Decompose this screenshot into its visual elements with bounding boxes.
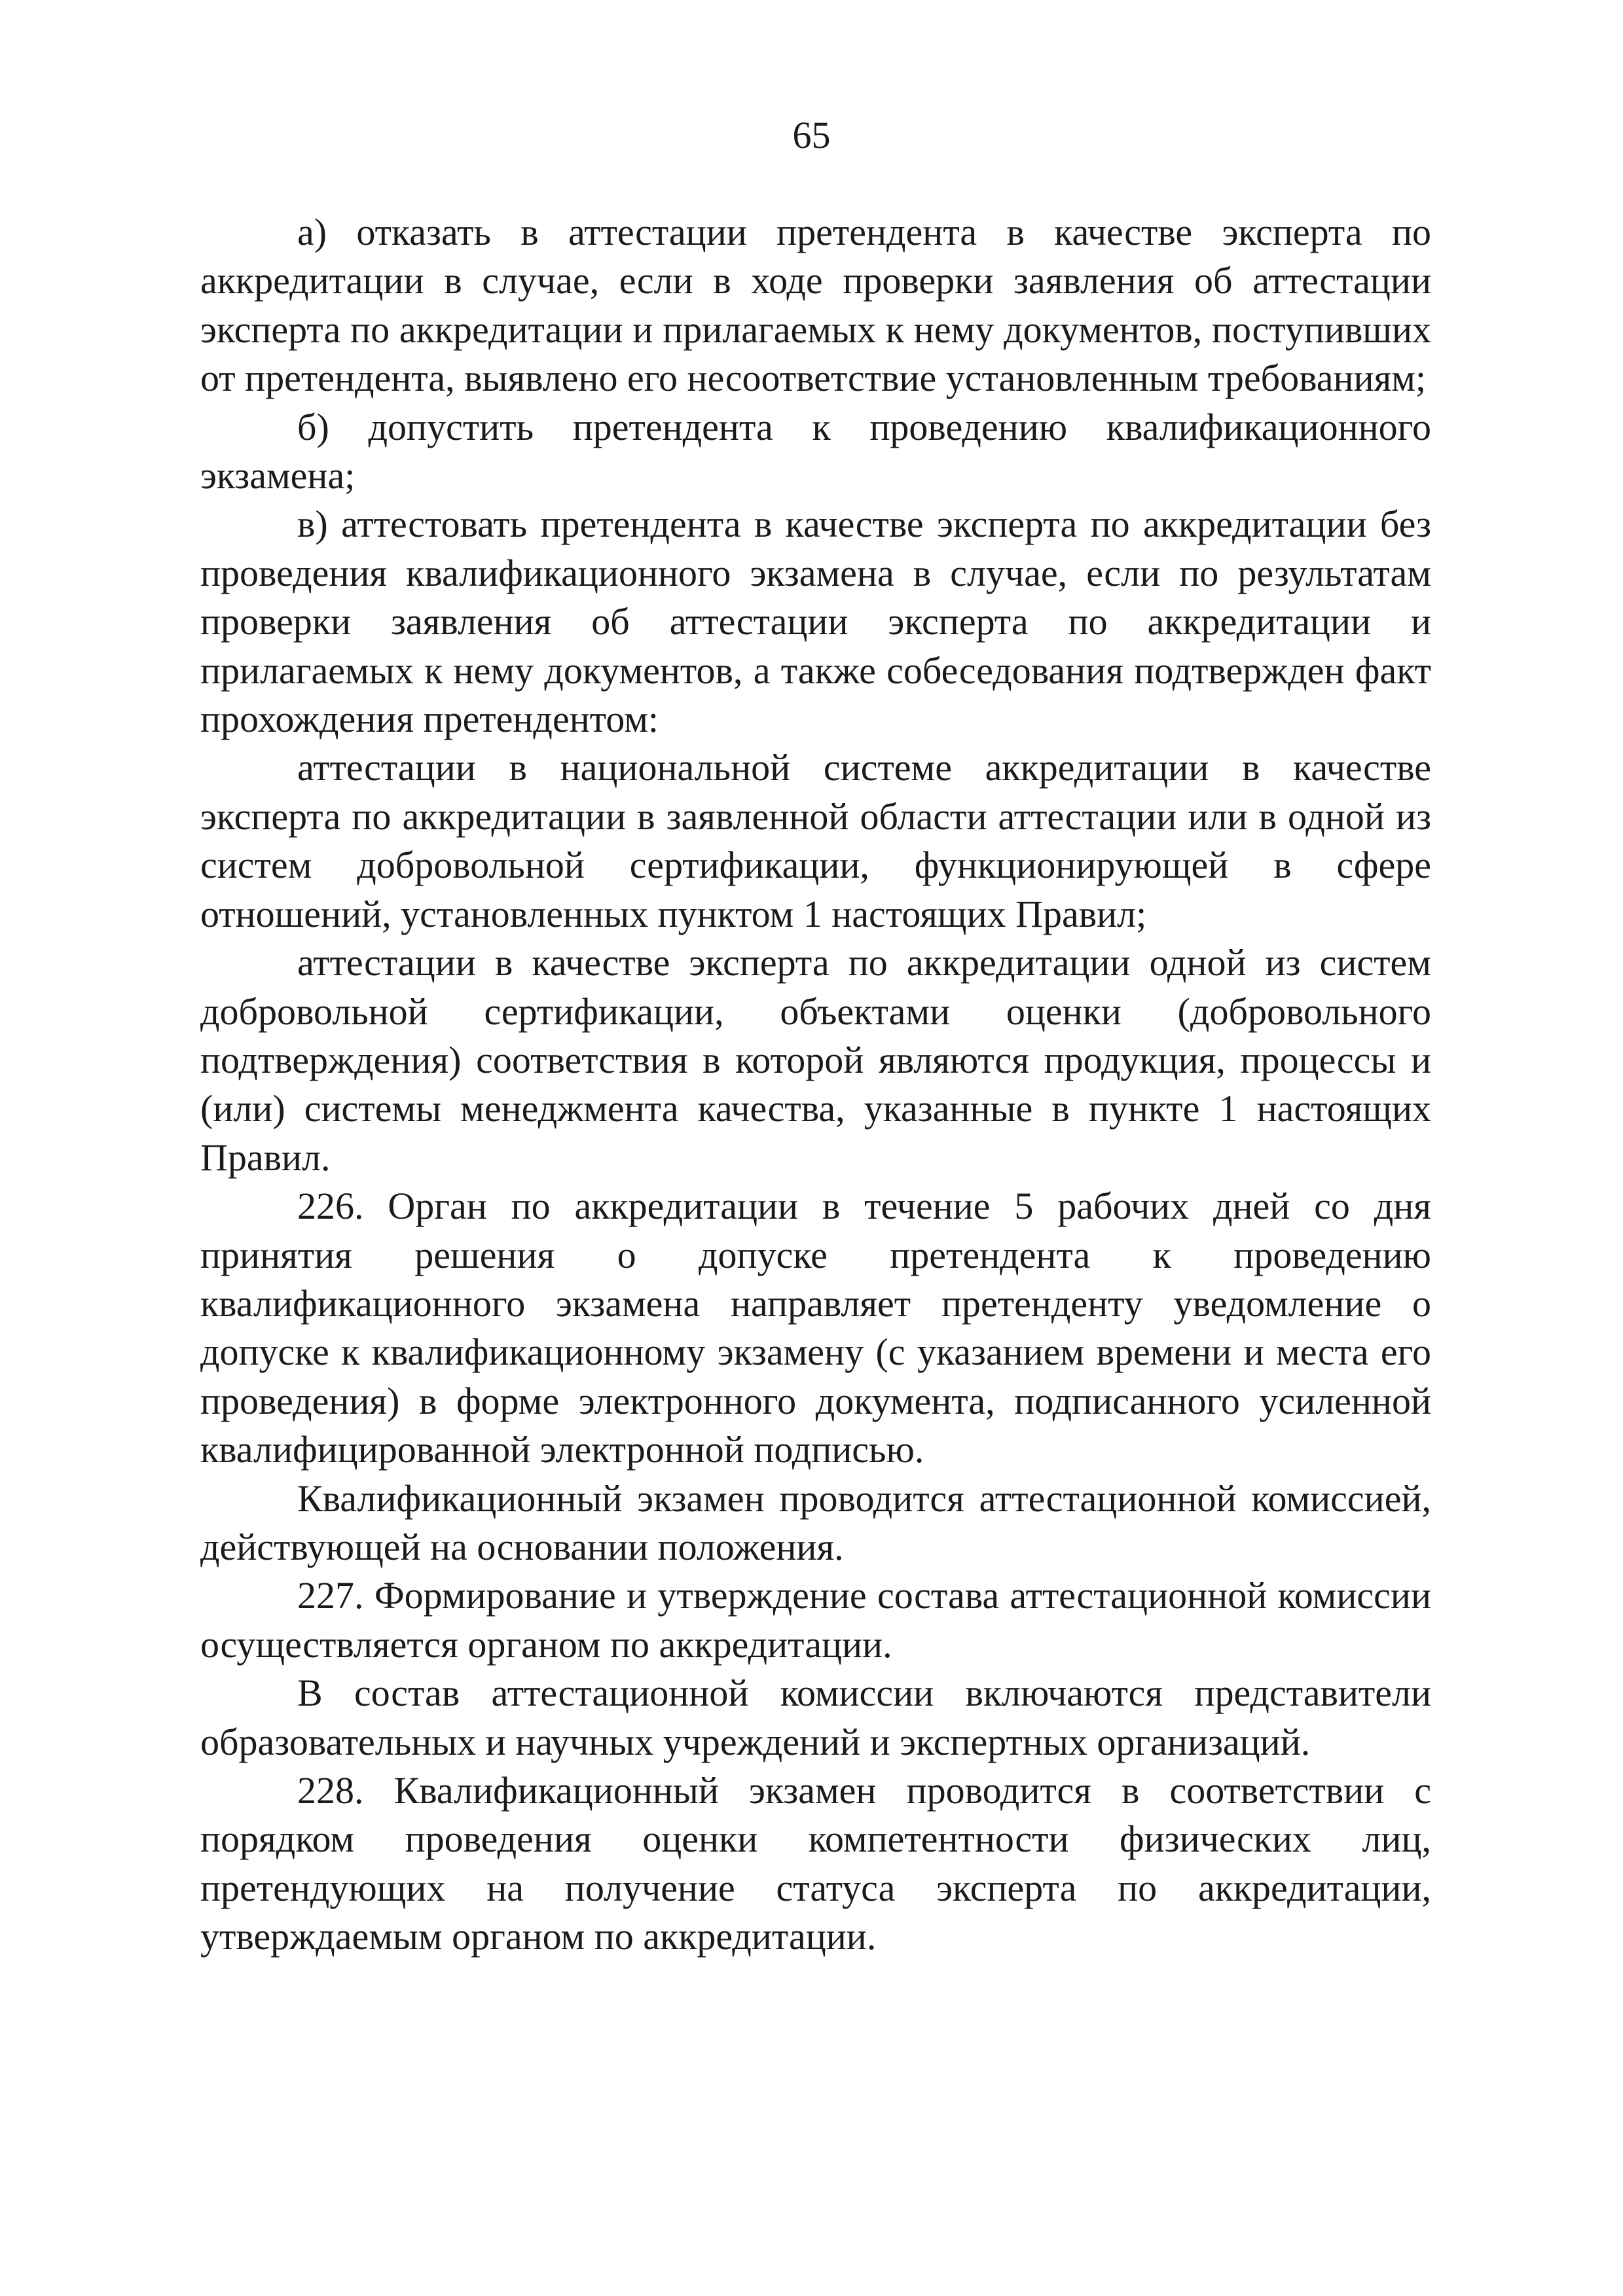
paragraph-a-refuse: а) отказать в аттестации претендента в качестве эксперта по аккредитации в случае, если в ходе проверки заявления об аттестации эксперта по аккредитации и прилагаемых к нему документов, поступивших от претендента, выявлено его несоответствие установленным требованиям; [200, 211, 1431, 400]
document-body [200, 208, 1431, 1962]
paragraph-voluntary-system: аттестации в качестве эксперта по аккредитации одной из систем добровольной сертификации, объектами оценки (добровольного подтверждения) соответствия в которой являются продукция, процессы и (или) системы менеджмента качества, указанные в пункте 1 настоящих Правил. [200, 941, 1431, 1179]
paragraph-227: 227. Формирование и утверждение состава аттестационной комиссии осуществляется органом по аккредитации. [200, 1574, 1431, 1666]
paragraph-226: 226. Орган по аккредитации в течение 5 рабочих дней со дня принятия решения о допуске претендента к проведению квалификационного экзамена направляет претенденту уведомление о допуске к квалификационному экзамену (с указанием времени и места его проведения) в форме электронного документа, подписанного усиленной квалифицированной электронной подписью. [200, 1185, 1431, 1471]
paragraph-national-system: аттестации в национальной системе аккредитации в качестве эксперта по аккредитации в заявленной области аттестации или в одной из систем добровольной сертификации, функционирующей в сфере отношений, установленных пунктом 1 настоящих Правил; [200, 746, 1431, 935]
page-number: 65 [792, 114, 831, 156]
paragraph-228: 228. Квалификационный экзамен проводится в соответствии с порядком проведения оценки компетентности физических лиц, претендующих на получение статуса эксперта по аккредитации, утверждаемым органом по аккредитации. [200, 1769, 1431, 1958]
paragraph-v-certify: в) аттестовать претендента в качестве эксперта по аккредитации без проведения квалификационного экзамена в случае, если по результатам проверки заявления об аттестации эксперта по аккредитации и прилагаемых к нему документов, а также собеседования подтвержден факт прохождения претендентом: [200, 503, 1431, 741]
paragraph-commission-members: В состав аттестационной комиссии включаются представители образовательных и научных учреждений и экспертных организаций. [200, 1672, 1431, 1763]
paragraph-b-admit: б) допустить претендента к проведению квалификационного экзамена; [200, 405, 1431, 497]
paragraph-exam-commission: Квалификационный экзамен проводится аттестационной комиссией, действующей на основании положения. [200, 1477, 1431, 1568]
